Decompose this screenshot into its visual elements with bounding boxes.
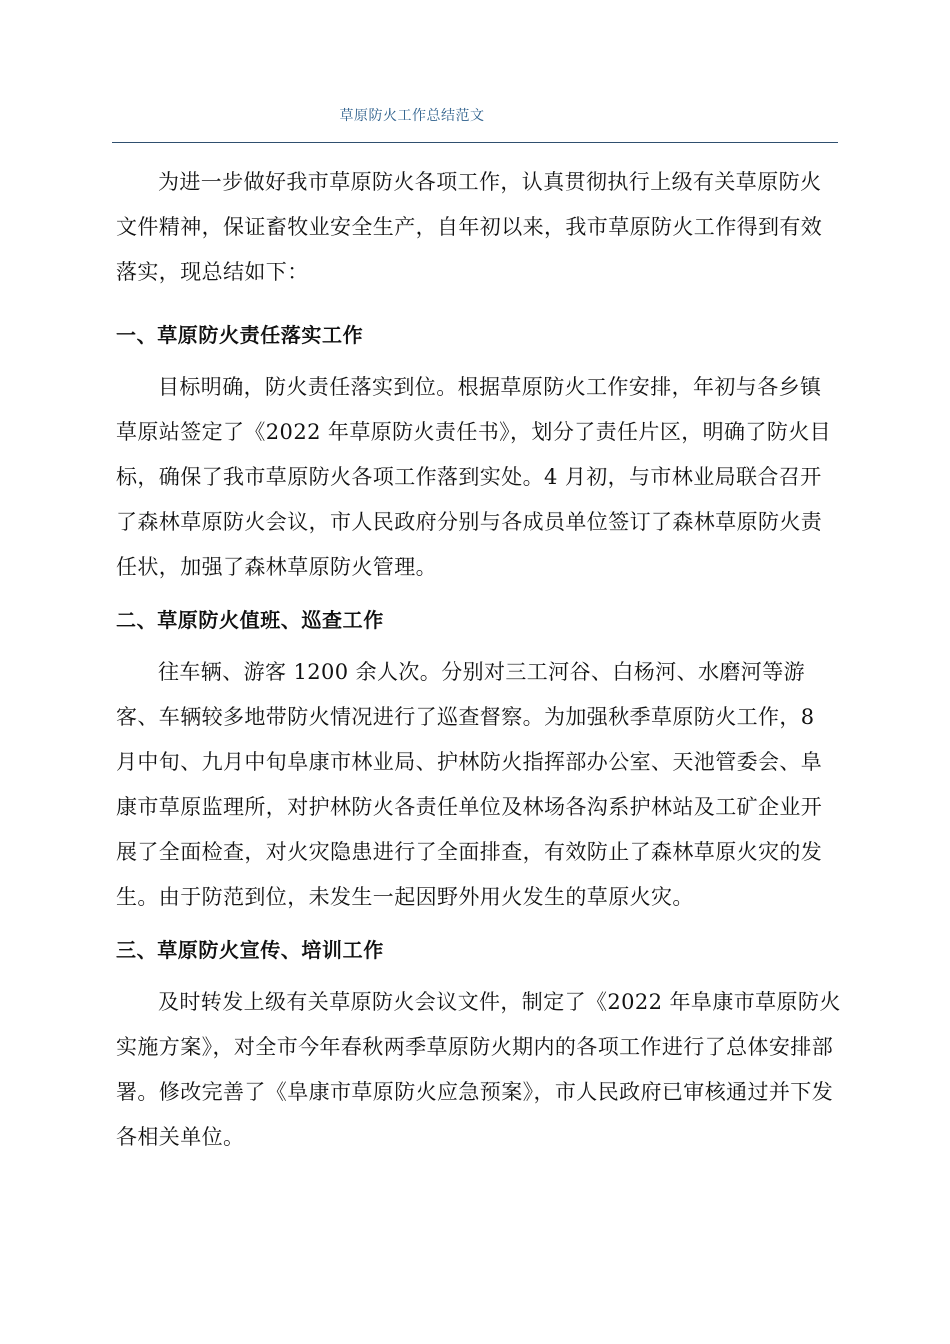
header-title: 草原防火工作总结范文 xyxy=(339,108,485,124)
intro-paragraph: 为进一步做好我市草原防火各项工作，认真贯彻执行上级有关草原防火文件精神，保证畜牧业安全生产，自年初以来，我市草原防火工作得到有效落实，现总结如下： xyxy=(116,170,823,284)
document-body xyxy=(116,160,842,1160)
section-paragraph: 及时转发上级有关草原防火会议文件，制定了《2022 年阜康市草原防火实施方案》，对全市今年春秋两季草原防火期内的各项工作进行了总体安排部署。修改完善了《阜康市草原防火应急预案》，市人民政府已审核通过并下发各相关单位。 xyxy=(116,990,841,1149)
section-paragraph: 往车辆、游客 1200 余人次。分别对三工河谷、白杨河、水磨河等游客、车辆较多地带防火情况进行了巡查督察。为加强秋季草原防火工作，8 月中旬、九月中旬阜康市林业局、护林防火指挥部办公室、天池管委会、阜康市草原监理所，对护林防火各责任单位及林场各沟系护林站及工矿企业开展了全面检查，对火灾隐患进行了全面排查，有效防止了森林草原火灾的发生。由于防范到位，未发生一起因野外用火发生的草原火灾。 xyxy=(116,660,823,909)
section-heading: 二、草原防火值班、巡查工作 xyxy=(116,608,384,632)
section-paragraph: 目标明确，防火责任落实到位。根据草原防火工作安排，年初与各乡镇草原站签定了《2022 年草原防火责任书》，划分了责任片区，明确了防火目标，确保了我市草原防火各项工作落到实处。4 月初，与市林业局联合召开了森林草原防火会议，市人民政府分别与各成员单位签订了森林草原防火责任状，加强了森林草原防火管理。 xyxy=(116,375,832,579)
section-heading: 三、草原防火宣传、培训工作 xyxy=(116,938,384,962)
section-heading: 一、草原防火责任落实工作 xyxy=(116,323,364,347)
running-header xyxy=(112,100,838,143)
